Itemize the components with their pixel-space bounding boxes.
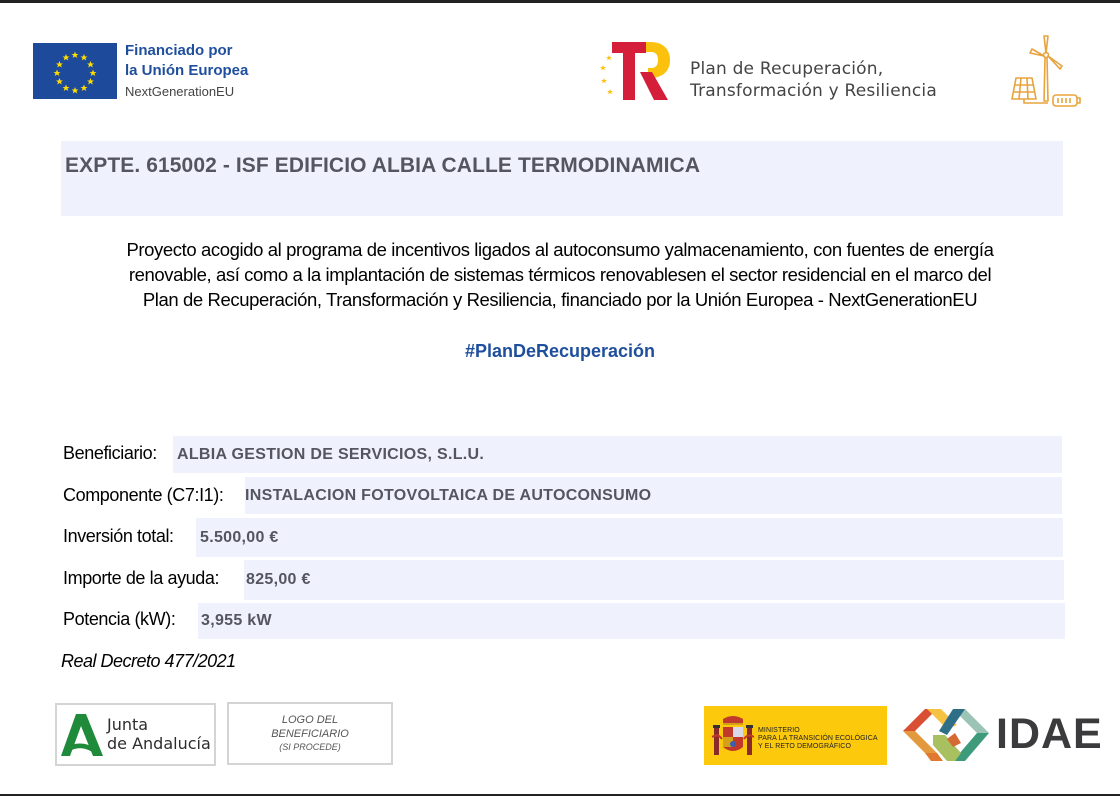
project-description — [40, 237, 1080, 312]
junta-line-2: de Andalucía — [107, 734, 211, 753]
field-label: Importe de la ayuda: — [63, 568, 220, 588]
field-value: 3,955 kW — [201, 612, 272, 629]
tr-logo-icon — [596, 40, 674, 102]
project-line-3: Plan de Recuperación, Transformación y Resiliencia, financiado por la Unión Europea - NextGenerationEU — [142, 289, 978, 310]
field-value: 5.500,00 € — [200, 529, 279, 546]
prtr-line-2: Transformación y Resiliencia — [690, 81, 937, 101]
field-box — [198, 603, 1065, 639]
top-border — [0, 0, 1120, 3]
project-line-1: acogido al programa de incentivos ligados al autoconsumo yalmacenamiento, con fuentes de energía — [196, 239, 994, 260]
ministerio-line-3: Y EL RETO DEMOGRÁFICO — [758, 743, 851, 750]
field-value: INSTALACION FOTOVOLTAICA DE AUTOCONSUMO — [245, 487, 652, 504]
field-label: Inversión total: — [63, 526, 174, 546]
prtr-text — [690, 58, 937, 102]
project-line-2: renovable, así como a la implantación de sistemas térmicos renovablesen el sector residencial en el marco del — [128, 264, 992, 285]
expediente-title-box — [61, 141, 1063, 216]
ministerio-logo — [704, 706, 887, 765]
idae-interlock-icon — [903, 705, 989, 767]
benef-line-1: LOGO DEL — [281, 714, 339, 726]
field-label: Componente (C7:I1): — [63, 485, 224, 505]
ministerio-line-1: MINISTERIO — [758, 727, 800, 734]
field-value: 825,00 € — [246, 571, 311, 588]
prtr-line-1: Plan de Recuperación, — [690, 59, 884, 79]
field-label: Potencia (kW): — [63, 609, 176, 629]
expediente-title: EXPTE. 615002 - ISF EDIFICIO ALBIA CALLE TERMODINAMICA — [65, 154, 701, 177]
eu-line-3: NextGenerationEU — [125, 84, 235, 99]
eu-funding-text — [125, 41, 248, 102]
eu-line-2: la Unión Europea — [125, 62, 249, 79]
beneficiary-logo-placeholder — [227, 702, 393, 765]
spain-coat-of-arms-icon — [712, 713, 754, 759]
idae-label: IDAE — [996, 710, 1103, 758]
project-lead-word: Proyecto — [126, 239, 197, 260]
junta-line-1: Junta — [107, 715, 149, 734]
field-value: ALBIA GESTION DE SERVICIOS, S.L.U. — [177, 446, 485, 463]
field-box — [196, 518, 1063, 557]
wind-solar-battery-icon — [1008, 33, 1084, 108]
ministerio-line-2: PARA LA TRANSICIÓN ECOLÓGICA — [758, 735, 878, 742]
junta-text — [107, 715, 211, 753]
benef-line-3: (SI PROCEDE) — [279, 742, 341, 752]
decree-reference: Real Decreto 477/2021 — [61, 651, 236, 671]
ministerio-text — [758, 727, 878, 751]
junta-andalucia-logo — [55, 703, 216, 766]
eu-flag-icon — [33, 43, 117, 99]
junta-andalucia-a-icon — [60, 712, 104, 758]
field-box — [244, 560, 1064, 600]
hashtag-link[interactable]: #PlanDeRecuperación — [464, 341, 656, 361]
eu-line-1: Financiado por — [125, 42, 233, 59]
field-label: Beneficiario: — [63, 443, 157, 463]
benef-line-2: BENEFICIARIO — [271, 728, 349, 740]
